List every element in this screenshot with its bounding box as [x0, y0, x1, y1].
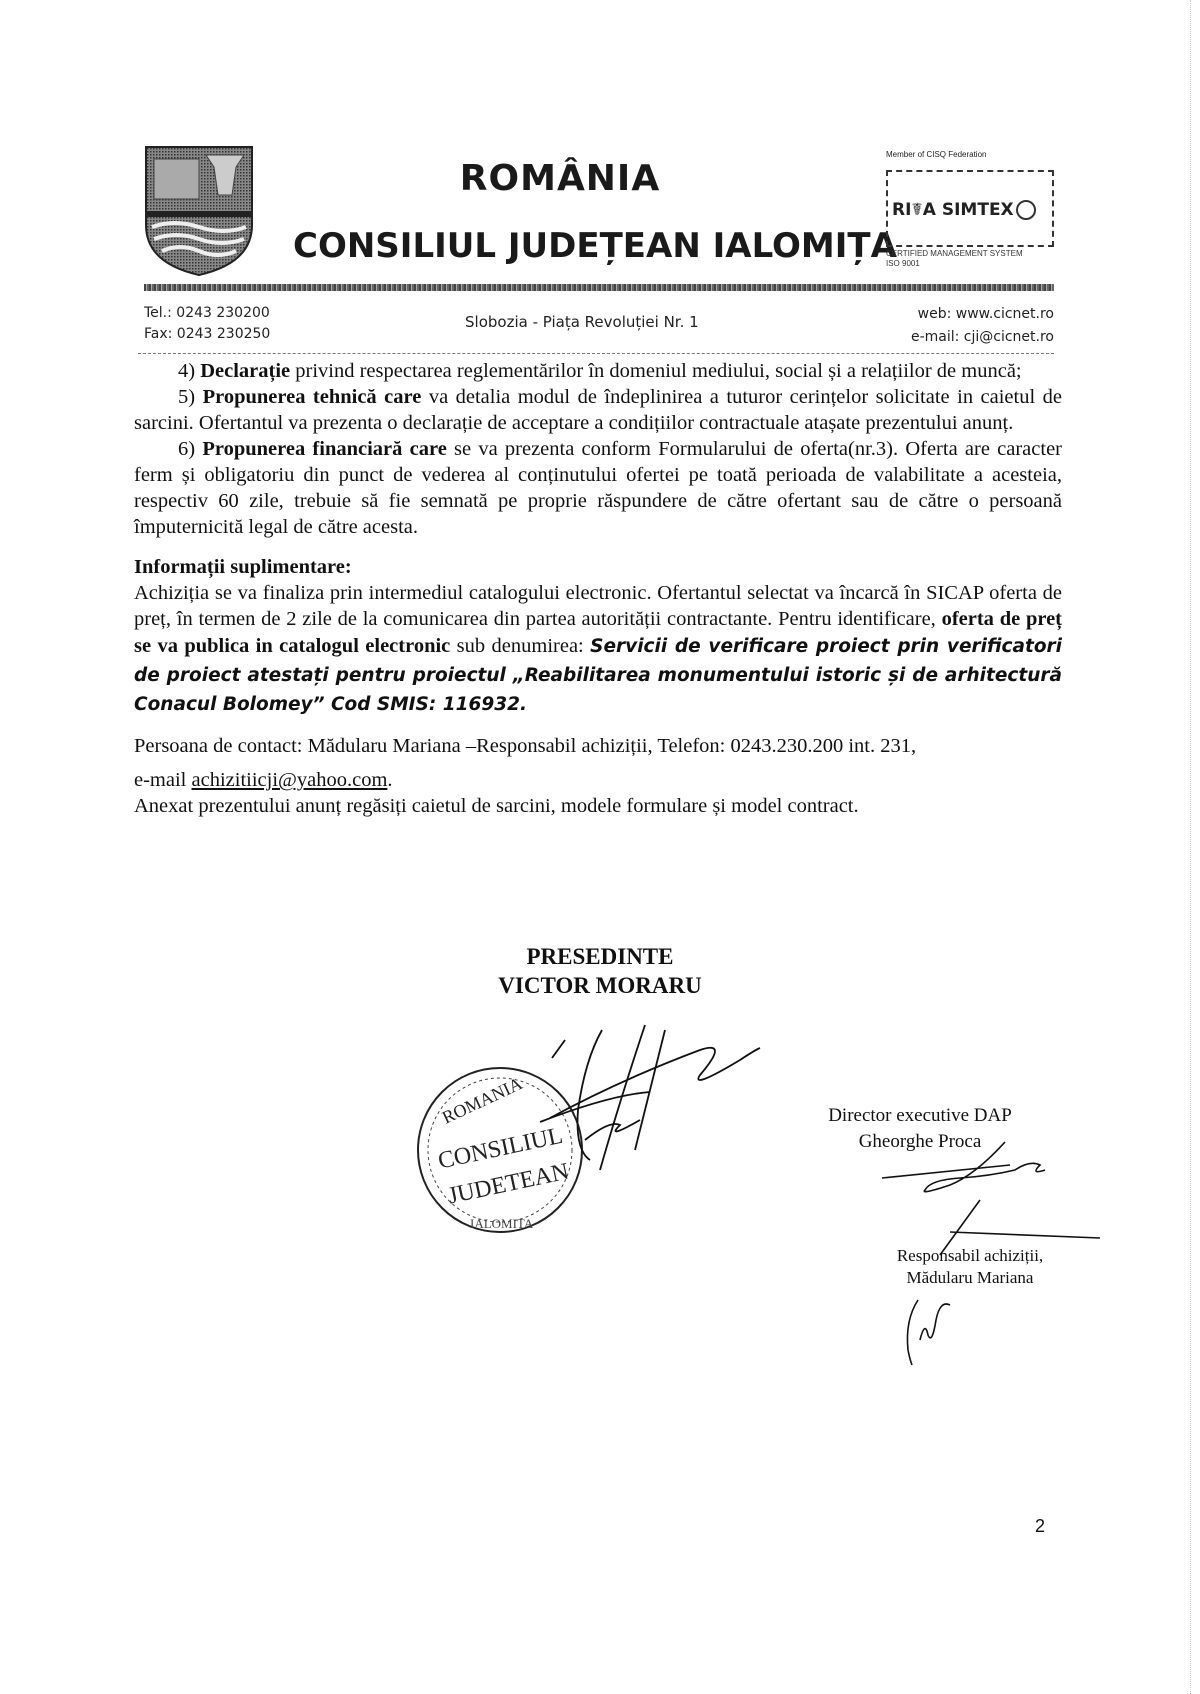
item-4 — [134, 358, 1062, 384]
item-number: 4) — [178, 360, 196, 382]
institution-title: CONSILIUL JUDEȚEAN IALOMIȚA — [293, 226, 897, 266]
responsible-name: Mădularu Mariana — [906, 1268, 1034, 1287]
stamp-top-text: ROMANIA — [439, 1073, 526, 1128]
item-heading: Propunerea tehnică care — [202, 386, 422, 408]
responsible-title: Responsabil achiziții, — [896, 1246, 1044, 1265]
country-title: ROMÂNIA — [459, 158, 661, 199]
cert-caption — [886, 249, 1023, 269]
document-body — [134, 358, 1062, 819]
info-bold-text: oferta de preț se va publica in catalogul electronic — [134, 608, 1063, 657]
web-email-block — [840, 303, 1054, 349]
president-block — [440, 942, 760, 1000]
item-text: se va prezenta conform Formularului de oferta(nr.3). Oferta are caracter ferm și obligatoriu din punct de vederea al conținutului ofertei pe toată perioada de valabilitate a acesteia, respectiv 60 zile, trebuie să fie semnată pe proprie răspundere de către ofertant sau de către o persoană împuternicită legal de către acesta. — [134, 438, 1062, 538]
official-stamp-icon — [418, 1068, 582, 1232]
responsible-block — [870, 1245, 1070, 1289]
header-email[interactable]: e-mail: cji@cicnet.ro — [910, 329, 1054, 345]
item-text: privind respectarea reglementărilor în domeniul mediului, social și a relațiilor de muncă; — [290, 360, 1022, 382]
cert-caption-line2: ISO 9001 — [886, 259, 920, 268]
page-number: 2 — [1035, 1516, 1046, 1536]
annex-note: Anexat prezentului anunț regăsiți caietul de sarcini, modele formulare și model contract. — [134, 795, 859, 817]
president-title: PRESEDINTE — [526, 944, 674, 969]
county-crest-icon — [144, 145, 254, 277]
item-number: 6) — [178, 438, 196, 460]
website[interactable]: web: www.cicnet.ro — [917, 306, 1054, 322]
item-6 — [134, 436, 1062, 540]
stamp-line1: CONSILIUL — [435, 1122, 566, 1175]
director-block — [795, 1103, 1045, 1155]
certification-logo — [886, 170, 1054, 247]
email-suffix: . — [387, 769, 393, 791]
certification-seal-icon — [1016, 200, 1036, 220]
contact-email-line — [134, 767, 1062, 793]
item-text: va detalia modul de îndeplinirea a tuturor cerințelor solicitate in caietul de sarcini. Ofertantul va prezenta o declarație de acceptare a condițiilor contractuale atașate prezentului anunț. — [134, 386, 1062, 434]
contact-email-link[interactable]: achizitiicji@yahoo.com — [191, 769, 388, 791]
info-paragraph — [134, 580, 1062, 719]
address: Slobozia - Piața Revoluției Nr. 1 — [465, 313, 699, 331]
president-name: VICTOR MORARU — [498, 973, 702, 998]
service-name: Servicii de verificare proiect prin verificatori de proiect atestați pentru proiectul „Reabilitarea monumentului istoric și de arhitectură Conacul Bolomey” Cod SMIS: 116932. — [134, 636, 1063, 715]
info-text: Achiziția se va finaliza prin intermediul catalogului electronic. Ofertantul selectat va încarcă în SICAP oferta de preț, în termen de 2 zile de la comunicarea din partea autorității contractante. Pentru identificare, — [134, 582, 1062, 630]
item-heading: Declarație — [200, 360, 291, 382]
director-title: Director executive DAP — [828, 1105, 1012, 1126]
contact-divider — [138, 353, 1054, 355]
stamp-line2: JUDETEAN — [445, 1158, 572, 1210]
stamp-bottom-text: IALOMITA — [470, 1216, 534, 1231]
cert-member-text: Member of CISQ Federation — [886, 150, 987, 159]
info-heading: Informații suplimentare: — [134, 556, 352, 578]
item-number: 5) — [178, 386, 196, 408]
cert-logo-text: RI☤A SIMTEX — [892, 200, 1014, 220]
president-signature-icon — [540, 1025, 760, 1170]
director-name: Gheorghe Proca — [858, 1131, 982, 1152]
responsible-signature-icon — [907, 1300, 950, 1365]
phone-number: Tel.: 0243 230200 — [144, 305, 270, 321]
contact-person: Persoana de contact: Mădularu Mariana –Responsabil achiziții, Telefon: 0243.230.200 int. 231, — [134, 735, 917, 757]
info-text: sub denumirea: — [450, 635, 591, 657]
email-label: e-mail — [134, 769, 192, 791]
header-divider — [144, 284, 1054, 291]
fax-number: Fax: 0243 230250 — [144, 326, 271, 342]
item-5 — [134, 384, 1062, 436]
phone-fax-block — [144, 303, 270, 345]
item-heading: Propunerea financiară care — [202, 438, 447, 460]
director-signature-icon — [882, 1142, 1100, 1255]
scan-edge — [1190, 0, 1193, 1694]
cert-caption-line1: CERTIFIED MANAGEMENT SYSTEM — [886, 249, 1023, 258]
